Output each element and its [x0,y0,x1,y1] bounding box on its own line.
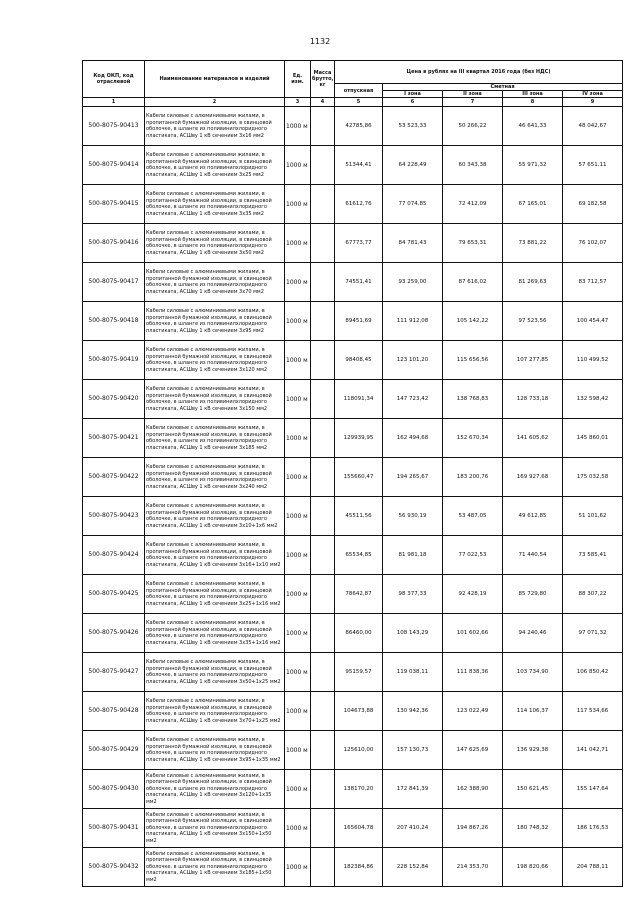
row-mass [311,848,335,887]
row-zone-3-price: 107 277,85 [503,341,563,380]
row-mass [311,263,335,302]
row-zone-4-price: 204 788,11 [563,848,623,887]
row-name: Кабели силовые с алюминиевыми жилами, в пропитанной бумажной изоляции, в свинцовой оболочке, в шланге из поливинилхлоридного пластиката, АСШву 1 кВ сечением 3х185 мм2 [145,419,285,458]
row-wholesale-price: 155660,47 [335,458,383,497]
row-mass [311,614,335,653]
row-zone-1-price: 53 523,33 [383,107,443,146]
row-zone-2-price: 50 266,22 [443,107,503,146]
row-code: 500-8075-90415 [83,185,145,224]
row-wholesale-price: 104673,88 [335,692,383,731]
row-zone-3-price: 73 881,22 [503,224,563,263]
row-zone-4-price: 100 454,47 [563,302,623,341]
row-code: 500-8075-90429 [83,731,145,770]
row-code: 500-8075-90420 [83,380,145,419]
row-mass [311,731,335,770]
row-code: 500-8075-90427 [83,653,145,692]
row-code: 500-8075-90418 [83,302,145,341]
header-zone-4: IV зона [563,91,623,98]
row-unit: 1000 м [285,341,311,380]
table-row [83,731,623,770]
row-zone-2-price: 152 670,34 [443,419,503,458]
row-zone-2-price: 194 867,26 [443,809,503,848]
row-zone-2-price: 111 838,36 [443,653,503,692]
row-zone-1-price: 108 143,29 [383,614,443,653]
row-name: Кабели силовые с алюминиевыми жилами, в пропитанной бумажной изоляции, в свинцовой оболочке, в шланге из поливинилхлоридного пластиката, АСШву 1 кВ сечением 3х25+1х16 мм2 [145,575,285,614]
row-zone-2-price: 79 653,31 [443,224,503,263]
table-row [83,575,623,614]
row-zone-2-price: 72 412,09 [443,185,503,224]
row-mass [311,497,335,536]
row-zone-1-price: 56 930,19 [383,497,443,536]
row-unit: 1000 м [285,536,311,575]
row-code: 500-8075-90423 [83,497,145,536]
row-name: Кабели силовые с алюминиевыми жилами, в пропитанной бумажной изоляции, в свинцовой оболочке, в шланге из поливинилхлоридного пластиката, АСШву 1 кВ сечением 3х70 мм2 [145,263,285,302]
row-zone-2-price: 214 353,70 [443,848,503,887]
row-name: Кабели силовые с алюминиевыми жилами, в пропитанной бумажной изоляции, в свинцовой оболочке, в шланге из поливинилхлоридного пластиката, АСШву 1 кВ сечением 3х95+1х35 мм2 [145,731,285,770]
row-zone-3-price: 180 748,32 [503,809,563,848]
row-zone-1-price: 77 074,85 [383,185,443,224]
row-unit: 1000 м [285,185,311,224]
row-name: Кабели силовые с алюминиевыми жилами, в пропитанной бумажной изоляции, в свинцовой оболочке, в шланге из поливинилхлоридного пластиката, АСШву 1 кВ сечением 3х150+1х50 мм2 [145,809,285,848]
row-name: Кабели силовые с алюминиевыми жилами, в пропитанной бумажной изоляции, в свинцовой оболочке, в шланге из поливинилхлоридного пластиката, АСШву 1 кВ сечением 3х50 мм2 [145,224,285,263]
table-row [83,848,623,887]
row-wholesale-price: 78642,87 [335,575,383,614]
row-zone-1-price: 207 410,24 [383,809,443,848]
row-unit: 1000 м [285,848,311,887]
row-zone-2-price: 92 428,19 [443,575,503,614]
row-zone-2-price: 147 625,69 [443,731,503,770]
row-mass [311,536,335,575]
row-code: 500-8075-90432 [83,848,145,887]
row-zone-1-price: 111 912,08 [383,302,443,341]
row-zone-4-price: 57 651,11 [563,146,623,185]
table-row [83,536,623,575]
header-wholesale: отпускная [335,84,383,98]
row-unit: 1000 м [285,731,311,770]
row-mass [311,809,335,848]
row-zone-2-price: 60 343,38 [443,146,503,185]
column-index: 7 [443,98,503,107]
row-zone-4-price: 141 042,71 [563,731,623,770]
row-name: Кабели силовые с алюминиевыми жилами, в пропитанной бумажной изоляции, в свинцовой оболочке, в шланге из поливинилхлоридного пластиката, АСШву 1 кВ сечением 3х240 мм2 [145,458,285,497]
row-wholesale-price: 89451,69 [335,302,383,341]
row-zone-2-price: 138 768,83 [443,380,503,419]
row-code: 500-8075-90416 [83,224,145,263]
row-code: 500-8075-90430 [83,770,145,809]
row-zone-3-price: 136 929,38 [503,731,563,770]
price-table [82,60,623,887]
row-wholesale-price: 125610,00 [335,731,383,770]
row-mass [311,575,335,614]
row-mass [311,692,335,731]
table-row [83,146,623,185]
header-zone-1: I зона [383,91,443,98]
row-zone-3-price: 198 820,66 [503,848,563,887]
header-estimate: Сметная [383,84,623,91]
row-zone-4-price: 117 534,66 [563,692,623,731]
row-wholesale-price: 74551,41 [335,263,383,302]
row-unit: 1000 м [285,692,311,731]
row-unit: 1000 м [285,458,311,497]
row-zone-1-price: 130 942,36 [383,692,443,731]
row-zone-4-price: 69 182,58 [563,185,623,224]
table-row [83,419,623,458]
row-zone-2-price: 87 616,02 [443,263,503,302]
row-name: Кабели силовые с алюминиевыми жилами, в пропитанной бумажной изоляции, в свинцовой оболочке, в шланге из поливинилхлоридного пластиката, АСШву 1 кВ сечением 3х120 мм2 [145,341,285,380]
header-code: Код ОКП, код отраслевой [83,61,145,98]
row-zone-1-price: 64 228,49 [383,146,443,185]
row-code: 500-8075-90414 [83,146,145,185]
row-zone-4-price: 145 860,01 [563,419,623,458]
row-zone-4-price: 76 102,07 [563,224,623,263]
row-wholesale-price: 67773,77 [335,224,383,263]
row-zone-1-price: 84 781,43 [383,224,443,263]
row-wholesale-price: 138170,20 [335,770,383,809]
row-unit: 1000 м [285,575,311,614]
row-zone-1-price: 98 377,33 [383,575,443,614]
row-code: 500-8075-90417 [83,263,145,302]
row-unit: 1000 м [285,380,311,419]
row-mass [311,341,335,380]
column-index: 8 [503,98,563,107]
row-zone-1-price: 194 265,67 [383,458,443,497]
page-number: 1132 [309,37,331,46]
row-zone-1-price: 119 038,11 [383,653,443,692]
row-zone-2-price: 101 602,66 [443,614,503,653]
row-mass [311,653,335,692]
row-name: Кабели силовые с алюминиевыми жилами, в пропитанной бумажной изоляции, в свинцовой оболочке, в шланге из поливинилхлоридного пластиката, АСШву 1 кВ сечением 3х16 мм2 [145,107,285,146]
row-wholesale-price: 45511,56 [335,497,383,536]
row-mass [311,185,335,224]
row-unit: 1000 м [285,146,311,185]
row-name: Кабели силовые с алюминиевыми жилами, в пропитанной бумажной изоляции, в свинцовой оболочке, в шланге из поливинилхлоридного пластиката, АСШву 1 кВ сечением 3х185+1х50 мм2 [145,848,285,887]
row-zone-3-price: 128 733,18 [503,380,563,419]
table-row [83,107,623,146]
column-index: 2 [145,98,285,107]
row-zone-4-price: 132 598,42 [563,380,623,419]
column-index: 6 [383,98,443,107]
row-mass [311,302,335,341]
row-zone-3-price: 150 621,45 [503,770,563,809]
row-wholesale-price: 42785,86 [335,107,383,146]
row-wholesale-price: 165604,78 [335,809,383,848]
row-zone-3-price: 55 971,32 [503,146,563,185]
row-name: Кабели силовые с алюминиевыми жилами, в пропитанной бумажной изоляции, в свинцовой оболочке, в шланге из поливинилхлоридного пластиката, АСШву 1 кВ сечением 3х95 мм2 [145,302,285,341]
row-zone-4-price: 106 850,42 [563,653,623,692]
row-code: 500-8075-90428 [83,692,145,731]
row-code: 500-8075-90425 [83,575,145,614]
row-zone-3-price: 81 269,63 [503,263,563,302]
row-unit: 1000 м [285,809,311,848]
row-zone-2-price: 115 656,56 [443,341,503,380]
row-zone-4-price: 155 147,64 [563,770,623,809]
row-name: Кабели силовые с алюминиевыми жилами, в пропитанной бумажной изоляции, в свинцовой оболочке, в шланге из поливинилхлоридного пластиката, АСШву 1 кВ сечением 3х10+1х6 мм2 [145,497,285,536]
row-code: 500-8075-90426 [83,614,145,653]
row-zone-4-price: 83 712,57 [563,263,623,302]
row-code: 500-8075-90419 [83,341,145,380]
row-wholesale-price: 65534,85 [335,536,383,575]
row-wholesale-price: 118091,34 [335,380,383,419]
row-zone-3-price: 141 605,62 [503,419,563,458]
row-zone-3-price: 97 523,56 [503,302,563,341]
row-mass [311,107,335,146]
table-row [83,263,623,302]
column-index-row [83,98,623,107]
row-name: Кабели силовые с алюминиевыми жилами, в пропитанной бумажной изоляции, в свинцовой оболочке, в шланге из поливинилхлоридного пластиката, АСШву 1 кВ сечением 3х120+1х35 мм2 [145,770,285,809]
row-code: 500-8075-90413 [83,107,145,146]
row-zone-2-price: 77 022,53 [443,536,503,575]
row-zone-1-price: 172 841,39 [383,770,443,809]
row-zone-3-price: 46 641,33 [503,107,563,146]
row-zone-1-price: 162 494,68 [383,419,443,458]
column-index: 3 [285,98,311,107]
table-row [83,614,623,653]
row-zone-1-price: 157 130,73 [383,731,443,770]
column-index: 1 [83,98,145,107]
row-mass [311,770,335,809]
row-zone-2-price: 53 487,05 [443,497,503,536]
row-zone-1-price: 228 152,84 [383,848,443,887]
header-zone-3: III зона [503,91,563,98]
row-mass [311,458,335,497]
row-unit: 1000 м [285,302,311,341]
table-row [83,341,623,380]
row-zone-2-price: 162 388,90 [443,770,503,809]
header-unit: Ед. изм. [285,61,311,98]
row-unit: 1000 м [285,653,311,692]
row-unit: 1000 м [285,107,311,146]
row-code: 500-8075-90422 [83,458,145,497]
row-unit: 1000 м [285,770,311,809]
row-code: 500-8075-90424 [83,536,145,575]
row-name: Кабели силовые с алюминиевыми жилами, в пропитанной бумажной изоляции, в свинцовой оболочке, в шланге из поливинилхлоридного пластиката, АСШву 1 кВ сечением 3х35+1х16 мм2 [145,614,285,653]
row-name: Кабели силовые с алюминиевыми жилами, в пропитанной бумажной изоляции, в свинцовой оболочке, в шланге из поливинилхлоридного пластиката, АСШву 1 кВ сечением 3х16+1х10 мм2 [145,536,285,575]
row-unit: 1000 м [285,263,311,302]
row-mass [311,224,335,263]
row-zone-4-price: 175 032,58 [563,458,623,497]
row-zone-4-price: 73 585,41 [563,536,623,575]
row-wholesale-price: 182384,86 [335,848,383,887]
table-row [83,380,623,419]
row-code: 500-8075-90421 [83,419,145,458]
header-price-group: Цена в рублях на III квартал 2016 года (без НДС) [335,61,623,84]
row-zone-1-price: 81 981,18 [383,536,443,575]
column-index: 5 [335,98,383,107]
row-zone-3-price: 67 165,01 [503,185,563,224]
header-name: Наименование материалов и изделий [145,61,285,98]
row-wholesale-price: 86460,00 [335,614,383,653]
row-zone-4-price: 51 101,62 [563,497,623,536]
row-wholesale-price: 95159,57 [335,653,383,692]
table-row [83,497,623,536]
row-name: Кабели силовые с алюминиевыми жилами, в пропитанной бумажной изоляции, в свинцовой оболочке, в шланге из поливинилхлоридного пластиката, АСШву 1 кВ сечением 3х150 мм2 [145,380,285,419]
row-zone-3-price: 49 612,85 [503,497,563,536]
row-name: Кабели силовые с алюминиевыми жилами, в пропитанной бумажной изоляции, в свинцовой оболочке, в шланге из поливинилхлоридного пластиката, АСШву 1 кВ сечением 3х35 мм2 [145,185,285,224]
table-row [83,185,623,224]
row-wholesale-price: 98408,45 [335,341,383,380]
table-row [83,809,623,848]
row-zone-4-price: 48 042,67 [563,107,623,146]
row-code: 500-8075-90431 [83,809,145,848]
row-mass [311,419,335,458]
row-zone-3-price: 71 440,54 [503,536,563,575]
row-zone-1-price: 147 723,42 [383,380,443,419]
row-zone-3-price: 85 729,80 [503,575,563,614]
row-name: Кабели силовые с алюминиевыми жилами, в пропитанной бумажной изоляции, в свинцовой оболочке, в шланге из поливинилхлоридного пластиката, АСШву 1 кВ сечением 3х50+1х25 мм2 [145,653,285,692]
header-mass: Масса брутто, кг [311,61,335,98]
row-mass [311,380,335,419]
table-body [83,107,623,887]
table-row [83,302,623,341]
row-zone-2-price: 123 022,49 [443,692,503,731]
row-wholesale-price: 61612,76 [335,185,383,224]
row-zone-3-price: 114 106,37 [503,692,563,731]
row-zone-3-price: 169 927,68 [503,458,563,497]
table-row [83,224,623,263]
table-row [83,653,623,692]
row-wholesale-price: 51344,41 [335,146,383,185]
row-zone-2-price: 183 200,76 [443,458,503,497]
column-index: 9 [563,98,623,107]
row-mass [311,146,335,185]
row-zone-3-price: 103 734,90 [503,653,563,692]
row-zone-4-price: 186 176,53 [563,809,623,848]
row-zone-4-price: 97 071,32 [563,614,623,653]
row-zone-4-price: 88 307,22 [563,575,623,614]
row-unit: 1000 м [285,419,311,458]
table-row [83,458,623,497]
row-zone-4-price: 110 499,52 [563,341,623,380]
row-name: Кабели силовые с алюминиевыми жилами, в пропитанной бумажной изоляции, в свинцовой оболочке, в шланге из поливинилхлоридного пластиката, АСШву 1 кВ сечением 3х70+1х25 мм2 [145,692,285,731]
row-name: Кабели силовые с алюминиевыми жилами, в пропитанной бумажной изоляции, в свинцовой оболочке, в шланге из поливинилхлоридного пластиката, АСШву 1 кВ сечением 3х25 мм2 [145,146,285,185]
row-unit: 1000 м [285,497,311,536]
header-zone-2: II зона [443,91,503,98]
row-unit: 1000 м [285,614,311,653]
row-zone-1-price: 123 101,20 [383,341,443,380]
table-row [83,770,623,809]
row-zone-3-price: 94 240,46 [503,614,563,653]
table-row [83,692,623,731]
row-unit: 1000 м [285,224,311,263]
row-zone-1-price: 93 259,00 [383,263,443,302]
column-index: 4 [311,98,335,107]
row-wholesale-price: 129939,95 [335,419,383,458]
row-zone-2-price: 105 142,22 [443,302,503,341]
